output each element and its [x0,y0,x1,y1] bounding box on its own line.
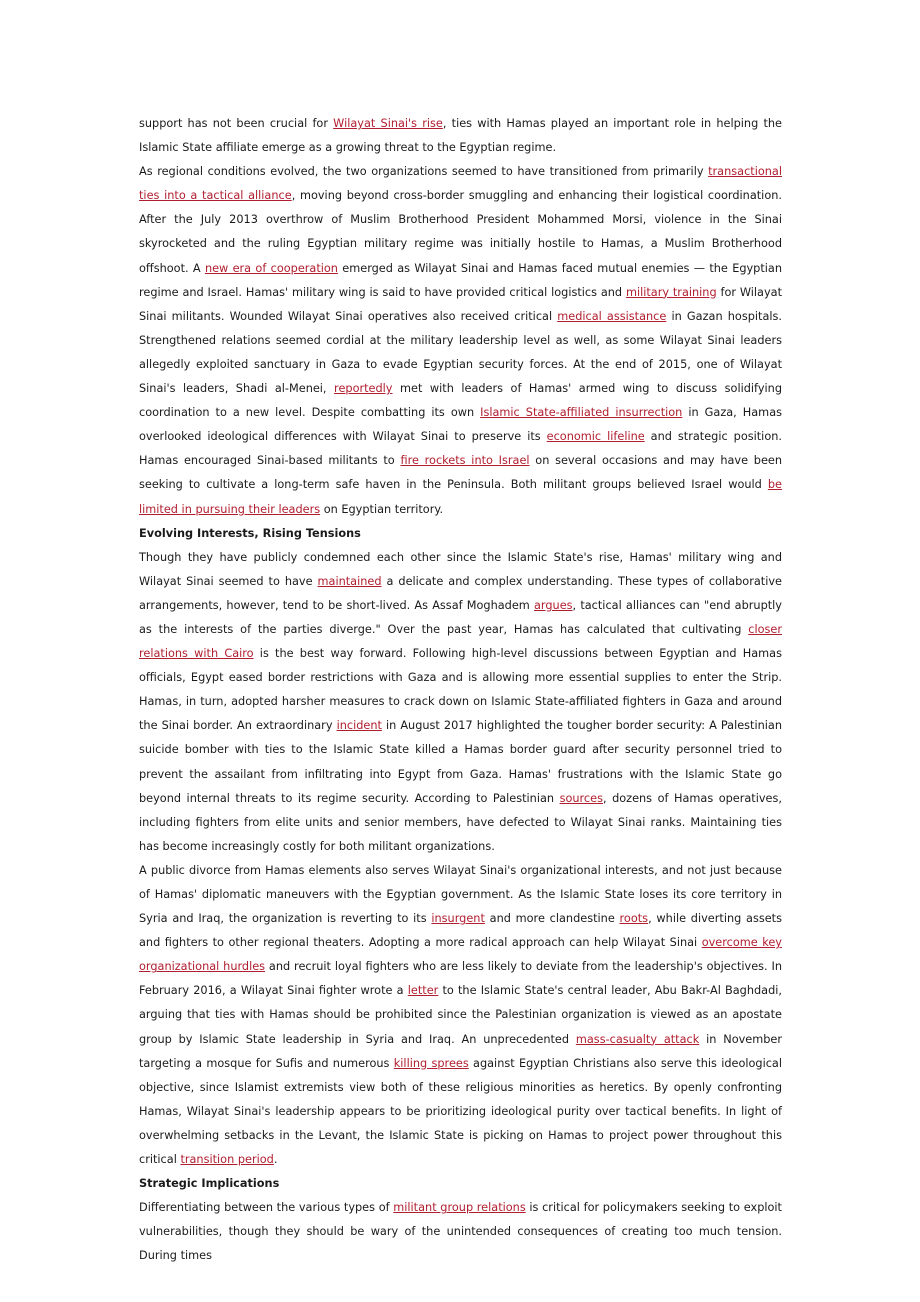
inline-link[interactable]: closer relations with Cairo [139,622,782,661]
text-run: support has not been crucial for [139,117,334,130]
text-run: against Egyptian Christians also serve this ideological objective, since Islamist extremists view both of these religious minorities as heretics. By openly confronting Hamas, Wilayat Sinai's leadership appears to be prioritizing ideological purity over tactical benefits. In light of overwhelming setbacks in the Levant, the Islamic State is picking on Hamas to project power throughout this critical [139,1056,782,1167]
text-run: and more clandestine [484,912,620,926]
inline-link[interactable]: economic lifeline [546,430,645,444]
inline-link[interactable]: letter [407,984,439,998]
text-run: in Gaza, Hamas overlooked ideological differences with Wilayat Sinai to preserve its [139,406,782,444]
text-run: and strategic position. Hamas encouraged Sinai-based militants to [139,430,782,468]
text-run: for Wilayat Sinai militants. Wounded Wilayat Sinai operatives also received critical [139,285,782,323]
text-run: , tactical alliances can "end abruptly as the interests of the parties diverge." Over the past year, Hamas has calculated that cultivating [139,598,782,636]
text-run: . [273,1153,278,1167]
inline-link[interactable]: transition period [180,1153,274,1167]
inline-link[interactable]: medical assistance [557,309,667,323]
paragraph [139,859,782,1172]
text-run: A public divorce from Hamas elements also serves Wilayat Sinai's organizational interests, and not just because of Hamas' diplomatic maneuvers with the Egyptian government. As the Islamic State loses its core territory in Syria and Iraq, the organization is reverting to its [139,863,782,926]
text-run: is the best way forward. Following high-level discussions between Egyptian and Hamas officials, Egypt eased border restrictions with Gaza and is allowing more essential supplies to enter the Strip. Hamas, in turn, adopted harsher measures to crack down on Islamic State-affiliated fighters in Gaza and around the Sinai border. An extraordinary [139,647,782,733]
inline-link[interactable]: mass-casualty attack [575,1032,700,1046]
text-run: emerged as Wilayat Sinai and Hamas faced mutual enemies — the Egyptian regime and Israel. Hamas' military wing is said to have provided critical logistics and [139,261,783,299]
inline-link[interactable]: reportedly [334,382,393,396]
section-heading [139,1172,782,1196]
inline-link[interactable]: maintained [317,574,382,588]
text-run: on several occasions and may have been seeking to cultivate a long-term safe haven in the Peninsula. Both militant groups believed Israel would [139,454,783,492]
text-run: , dozens of Hamas operatives, including fighters from elite units and senior members, have defected to Wilayat Sinai ranks. Maintaining ties has become increasingly costly for both militant organizations. [139,791,782,853]
text-run: and recruit loyal fighters who are less likely to deviate from the leadership's objectives. In February 2016, a Wilayat Sinai fighter wrote a [139,960,782,998]
text-run: a delicate and complex understanding. These types of collaborative arrangements, however, tend to be short-lived. As Assaf Moghadem [139,574,782,612]
text-run: Strategic Implications [139,1177,280,1191]
text-run: on Egyptian territory. [320,502,444,516]
inline-link[interactable]: killing sprees [393,1056,469,1070]
section-heading [139,522,782,546]
inline-link[interactable]: transactional ties into a tactical alliance [139,165,782,203]
paragraph [139,1196,782,1268]
inline-link[interactable]: be limited in pursuing their leaders [139,478,782,516]
inline-link[interactable]: incident [336,719,382,733]
inline-link[interactable]: Islamic State-affiliated insurrection [480,406,683,420]
text-run: Though they have publicly condemned each other since the Islamic State's rise, Hamas' military wing and Wilayat Sinai seemed to have [139,550,782,588]
paragraph [139,112,782,160]
inline-link[interactable]: overcome key organizational hurdles [139,936,782,974]
inline-link[interactable]: roots [619,912,649,926]
inline-link[interactable]: sources [559,791,603,805]
text-run: in November targeting a mosque for Sufis and numerous [139,1032,783,1070]
text-run: met with leaders of Hamas' armed wing to discuss solidifying coordination to a new level. Despite combatting its own [139,382,782,420]
inline-link[interactable]: fire rockets into Israel [400,454,530,468]
inline-link[interactable]: insurgent [431,912,485,926]
text-run: Differentiating between the various types of [139,1201,394,1215]
inline-link[interactable]: military training [625,285,717,299]
inline-link[interactable]: Wilayat Sinai's rise [333,117,443,130]
inline-link[interactable]: argues [534,598,573,612]
text-run: , while diverting assets and fighters to other regional theaters. Adopting a more radical approach can help Wilayat Sinai [139,912,782,950]
text-run: As regional conditions evolved, the two organizations seemed to have transitioned from primarily [139,165,709,179]
text-run: Evolving Interests, Rising Tensions [139,526,361,540]
text-run: in Gazan hospitals. Strengthened relations seemed cordial at the military leadership level as well, as some Wilayat Sinai leaders allegedly exploited sanctuary in Gaza to evade Egyptian security forces. At the end of 2015, one of Wilayat Sinai's leaders, Shadi al-Menei, [139,309,782,396]
text-run: is critical for policymakers seeking to exploit vulnerabilities, though they should be wary of the unintended consequences of creating too much tension. During times [139,1201,782,1263]
inline-link[interactable]: new era of cooperation [204,261,338,275]
paragraph [139,546,782,859]
text-run: to the Islamic State's central leader, Abu Bakr-Al Baghdadi, arguing that ties with Hamas should be prohibited since the Palestinian organization is viewed as an apostate group by Islamic State leadership in Syria and Iraq. An unprecedented [139,984,783,1046]
document-body [139,112,782,1269]
paragraph [139,160,782,521]
text-run: , ties with Hamas played an important role in helping the Islamic State affiliate emerge as a growing threat to the Egyptian regime. [139,117,782,155]
text-run: in August 2017 highlighted the tougher border security: A Palestinian suicide bomber with ties to the Islamic State killed a Hamas border guard after security personnel tried to prevent the assailant from infiltrating into Egypt from Gaza. Hamas' frustrations with the Islamic State go beyond internal threats to its regime security. According to Palestinian [139,719,782,805]
inline-link[interactable]: militant group relations [393,1201,526,1215]
text-run: , moving beyond cross-border smuggling and enhancing their logistical coordination. After the July 2013 overthrow of Muslim Brotherhood President Mohammed Morsi, violence in the Sinai skyrocketed and the ruling Egyptian military regime was initially hostile to Hamas, a Muslim Brotherhood offshoot. A [139,189,782,275]
